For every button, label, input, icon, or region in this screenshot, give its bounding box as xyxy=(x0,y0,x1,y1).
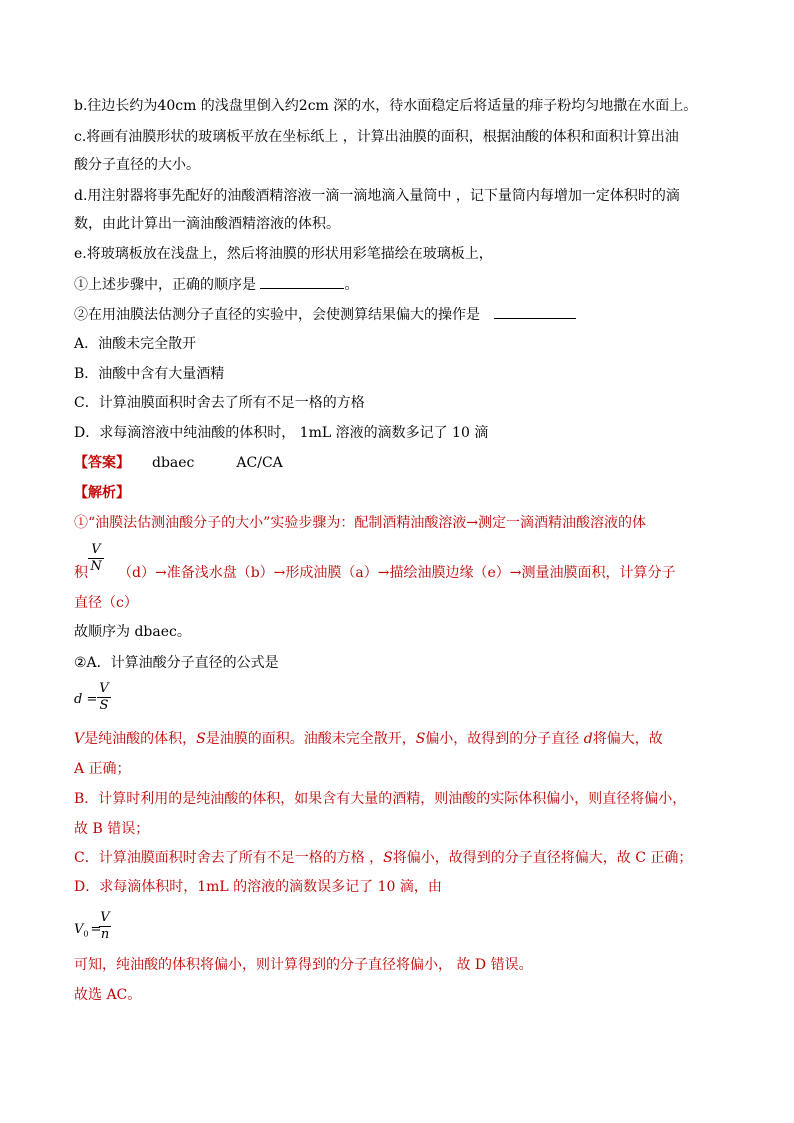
step-d-text-line2: 数，由此计算出一滴油酸酒精溶液的体积。 xyxy=(74,216,340,232)
symbol-v: V xyxy=(74,731,85,747)
answer-blank-1 xyxy=(260,274,344,289)
option-d: D．求每滴溶液中纯油酸的体积时， 1mL 溶液的滴数多记了 10 滴 xyxy=(74,425,489,441)
step-b-text: b.往边长约为40cm 的浅盘里倒入约2cm 深的水，待水面稳定后将适量的痱子粉均匀地撒在水面上。 xyxy=(74,98,698,114)
answer-label: 【答案】 xyxy=(74,455,130,471)
formula-n-denominator: n xyxy=(100,927,110,942)
answer-value-1: dbaec xyxy=(152,455,195,471)
analysis-p2-text-c: 偏小，故得到的分子直径 xyxy=(425,731,584,747)
analysis-p2-text-a: 是纯油酸的体积， xyxy=(84,731,197,747)
analysis-p2-text-e: 将偏大，故 xyxy=(592,731,663,747)
formula-v0-symbol: V xyxy=(74,922,84,937)
fraction-numerator: V xyxy=(91,542,101,557)
symbol-s-2: S xyxy=(415,731,426,747)
analysis-p5-line1: D．求每滴体积时，1mL 的溶液的滴数误多记了 10 滴，由 xyxy=(74,879,442,895)
question-1 xyxy=(74,274,358,295)
fraction-denominator: N xyxy=(90,559,102,574)
formula-v-numerator: V xyxy=(99,681,109,696)
option-a: A．油酸未完全散开 xyxy=(74,336,197,352)
question-1-suffix: 。 xyxy=(344,277,359,293)
symbol-s: S xyxy=(196,731,206,747)
analysis-p2-line3: A 正确； xyxy=(74,761,131,777)
analysis-p2-line2 xyxy=(74,729,663,749)
analysis-p4-text-a: C．计算油膜面积时舍去了所有不足一格的方格 ， xyxy=(74,850,384,866)
analysis-p4-line1 xyxy=(74,848,692,868)
option-b: B．油酸中含有大量酒精 xyxy=(74,366,225,382)
analysis-p5-line2: 可知，纯油酸的体积将偏小，则计算得到的分子直径将偏小， 故 D 错误。 xyxy=(74,957,533,973)
analysis-p2-text-b: 是油膜的面积。油酸未完全散开， xyxy=(205,731,416,747)
option-c: C．计算油膜面积时舍去了所有不足一格的方格 xyxy=(74,395,365,411)
step-c-text-line1: c.将画有油膜形状的玻璃板平放在坐标纸上 ，计算出油膜的面积，根据油酸的体积和面积计算出油 xyxy=(74,129,679,145)
analysis-p1-line3: 直径（c） xyxy=(74,595,138,611)
answer-blank-2 xyxy=(494,304,576,319)
formula-v-over-s xyxy=(97,682,111,713)
formula-v0-lhs xyxy=(74,920,101,945)
analysis-p1-line2-prefix: 积 xyxy=(74,565,88,581)
formula-v0-equals: = xyxy=(90,922,102,937)
analysis-p4-text-b: 将偏小，故得到的分子直径将偏大，故 C 正确； xyxy=(392,850,693,866)
analysis-p2-line1: ②A．计算油酸分子直径的公式是 xyxy=(74,655,279,671)
answer-row xyxy=(74,453,283,473)
analysis-p5-line3: 故选 AC。 xyxy=(74,987,142,1003)
analysis-label: 【解析】 xyxy=(74,485,130,501)
analysis-p1-line1: ①“油膜法估测油酸分子的大小”实验步骤为：配制酒精油酸溶液→测定一滴酒精油酸溶液的体 xyxy=(74,515,647,531)
formula-v-over-n xyxy=(99,911,111,942)
step-d-text-line1: d.用注射器将事先配好的油酸酒精溶液一滴一滴地滴入量筒中 ，记下量筒内每增加一定体积时的滴 xyxy=(74,188,680,204)
question-1-text: ①上述步骤中，正确的顺序是 xyxy=(74,277,261,293)
step-e-text: e.将玻璃板放在浅盘上，然后将油膜的形状用彩笔描绘在玻璃板上， xyxy=(74,246,493,262)
formula-v-numerator-2: V xyxy=(100,910,110,925)
formula-v0-subscript: 0 xyxy=(83,929,89,939)
symbol-d: d xyxy=(583,731,593,747)
analysis-p1-line2-rest: （d）→准备浅水盘（b）→形成油膜（a）→描绘油膜边缘（e）→测量油膜面积，计算分子 xyxy=(118,565,676,581)
answer-value-2: AC/CA xyxy=(236,455,283,471)
step-c-text-line2: 酸分子直径的大小。 xyxy=(74,157,200,173)
formula-s-denominator: S xyxy=(99,698,109,713)
formula-d-lhs: d = xyxy=(74,692,98,707)
analysis-p1-line4: 故顺序为 dbaec。 xyxy=(74,624,191,640)
analysis-p3-line1: B．计算时利用的是纯油酸的体积，如果含有大量的酒精，则油酸的实际体积偏小，则直径将偏小， xyxy=(74,791,687,807)
question-2-text: ②在用油膜法估测分子直径的实验中，会使测算结果偏大的操作是 xyxy=(74,307,485,323)
analysis-p3-line2: 故 B 错误； xyxy=(74,821,150,837)
analysis-p1-line2 xyxy=(74,563,675,583)
question-2 xyxy=(74,304,576,325)
symbol-s-3: S xyxy=(383,850,393,866)
